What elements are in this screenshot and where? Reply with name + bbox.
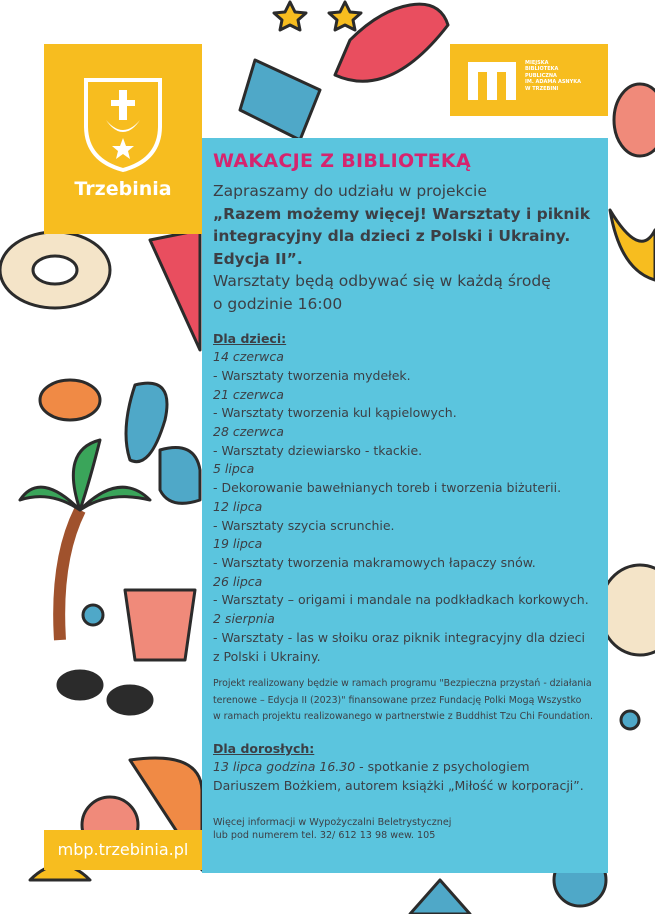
event-date: 13 lipca godzina 16.30	[213, 759, 356, 775]
library-name-line: MIEJSKA	[525, 60, 549, 66]
intro-line: Warsztaty będą odbywać się w każdą środę	[213, 272, 551, 291]
library-name-line: IM. ADAMA ASNYKA	[525, 79, 581, 86]
library-name-line: PUBLICZNA	[525, 72, 557, 79]
event-date: 19 lipca	[213, 536, 263, 552]
note-line: Projekt realizowany będzie w ramach programu "Bezpieczna przystań - działania	[213, 678, 592, 690]
event-description: - Warsztaty tworzenia mydełek.	[213, 367, 411, 383]
event-date: 28 czerwca	[213, 424, 284, 440]
project-note	[213, 676, 608, 726]
contact-info	[213, 816, 608, 843]
event-description: - Warsztaty tworzenia makramowych łapaczy snów.	[213, 555, 536, 570]
library-logo-box	[450, 44, 608, 116]
town-logo-box	[44, 44, 202, 234]
children-heading: Dla dzieci:	[213, 330, 287, 346]
intro-text	[213, 180, 608, 316]
star-icon	[274, 2, 306, 30]
event-date: 2 sierpnia	[213, 611, 275, 627]
project-title-line: integracyjny dla dzieci z Polski i Ukrainy.	[213, 227, 571, 246]
event-date: 26 lipca	[213, 573, 263, 589]
lifebuoy-icon	[600, 565, 655, 655]
intro-line: Zapraszamy do udziału w projekcie	[213, 182, 487, 200]
flip-flop-icon	[160, 448, 200, 504]
info-line: lub pod numerem tel. 32/ 612 13 98 wew. 105	[213, 830, 436, 842]
library-name	[525, 60, 581, 92]
info-line: Więcej informacji w Wypożyczalni Beletrystycznej	[213, 816, 452, 828]
balloon-icon	[614, 84, 655, 156]
town-name: Trzebinia	[74, 178, 172, 200]
bucket-icon	[125, 590, 195, 660]
library-m-logo-icon	[466, 60, 518, 102]
event-description: - Warsztaty tworzenia kul kąpielowych.	[213, 405, 457, 421]
banana-icon	[610, 210, 655, 280]
library-name-line: BIBLIOTEKA	[525, 66, 559, 73]
children-schedule	[213, 348, 608, 666]
adults-heading: Dla dorosłych:	[213, 740, 315, 756]
project-title-line: Edycja II”.	[213, 249, 303, 268]
event-description: - Warsztaty – origami i mandale na podkładkach korkowych.	[213, 592, 589, 608]
adults-event	[213, 758, 608, 795]
palm-tree-icon	[59, 510, 80, 640]
coat-of-arms-icon	[82, 76, 164, 172]
crab-icon	[40, 380, 100, 420]
website-link[interactable]: mbp.trzebinia.pl	[44, 830, 202, 870]
note-line: terenowe – Edycja II (2023)" finansowane przez Fundację Polki Mogą Wszystko	[213, 694, 582, 706]
library-name-line: W TRZEBINI	[525, 85, 559, 92]
star-icon	[329, 2, 361, 30]
bubble-icon	[83, 605, 103, 625]
event-description: - Warsztaty - las w słoiku oraz piknik integracyjny dla dzieci	[213, 629, 586, 645]
sunglasses-icon	[58, 671, 102, 699]
event-description: Dariuszem Bożkiem, autorem książki „Miłość w korporacji”.	[213, 778, 584, 794]
page-title: WAKACJE Z BIBLIOTEKĄ	[213, 150, 471, 172]
event-date: 12 lipca	[213, 498, 263, 514]
bubble-icon	[621, 711, 639, 729]
event-date: 5 lipca	[213, 461, 255, 477]
intro-line: o godzinie 16:00	[213, 294, 343, 313]
event-description: - Warsztaty dziewiarsko - tkackie.	[213, 442, 423, 458]
event-description: - Warsztaty szycia scrunchie.	[213, 517, 395, 533]
poster-content	[213, 146, 608, 843]
event-date: 21 czerwca	[213, 386, 284, 402]
event-description: - spotkanie z psychologiem	[355, 759, 530, 775]
flag-icon	[410, 880, 470, 914]
event-description: z Polski i Ukrainy.	[213, 648, 321, 664]
event-date: 14 czerwca	[213, 349, 284, 365]
snorkel-icon	[240, 60, 320, 140]
project-title-line: „Razem możemy więcej! Warsztaty i piknik	[213, 204, 591, 223]
umbrella-icon	[150, 230, 200, 350]
event-description: - Dekorowanie bawełnianych toreb i tworzenia biżuterii.	[213, 480, 562, 496]
note-line: w ramach projektu realizowanego w partnerstwie z Buddhist Tzu Chi Foundation.	[213, 711, 593, 723]
